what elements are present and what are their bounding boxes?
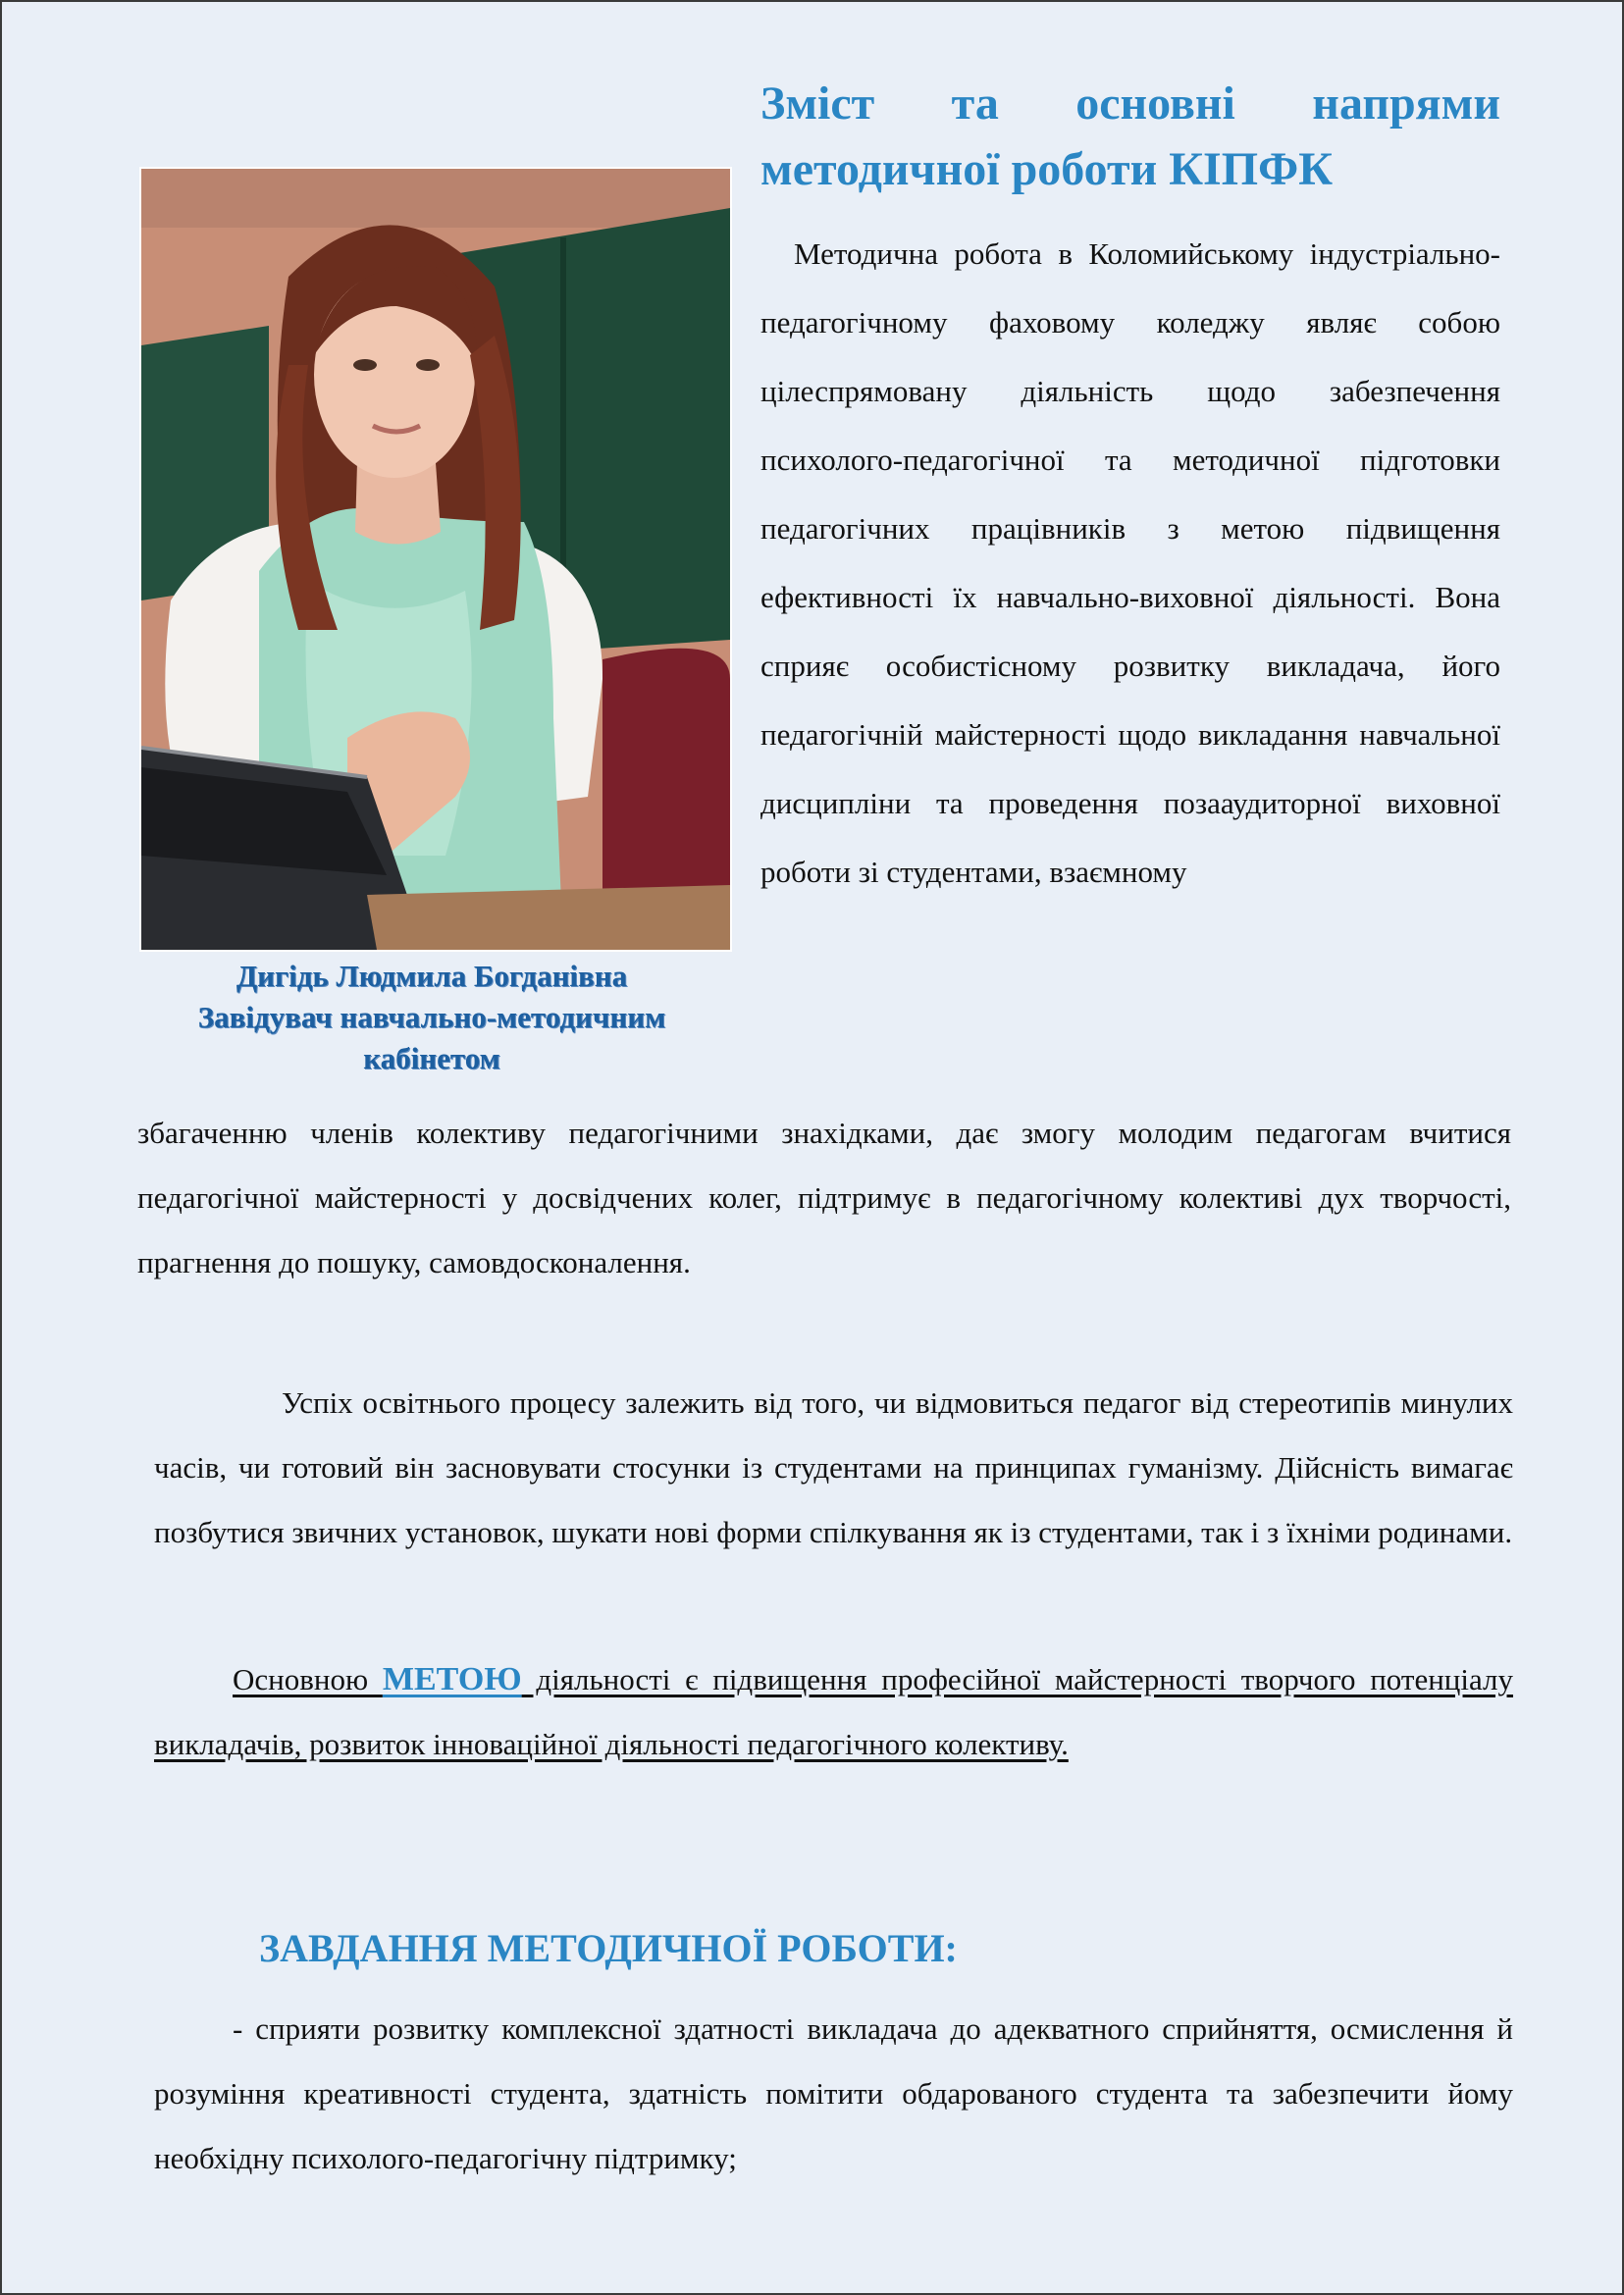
intro-paragraph: Методична робота в Коломийському індустріально-педагогічному фаховому коледжу являє собою цілеспрямовану діяльність щодо забезпечення психолого-педагогічної та методичної підготовки педагогічних працівників з метою підвищення ефективності їх навчально-виховної діяльності. Вона сприяє особистісному розвитку викладача, його педагогічній майстерності щодо викладання навчальної дисципліни та проведення позааудиторної виховної роботи зі студентами, взаємному <box>760 236 1500 889</box>
staff-name: Дигідь Людмила Богданівна <box>236 959 628 993</box>
photo-caption <box>128 956 736 1079</box>
success-paragraph: Успіх освітнього процесу залежить від того, чи відмовиться педагог від стереотипів минулих часів, чи готовий він засновувати стосунки із студентами на принципах гуманізму. Дійсність вимагає позбутися звичних установок, шукати нові форми спілкування як із студентами, так і з їхніми родинами. <box>154 1385 1513 1549</box>
staff-position-cont: кабінетом <box>363 1041 500 1075</box>
goal-prefix: Основною <box>233 1662 383 1696</box>
staff-position: Завідувач навчально-методичним <box>197 1000 666 1034</box>
goal-keyword: МЕТОЮ <box>382 1661 522 1697</box>
page-title: Зміст та основні напрями методичної роботи КІПФК <box>760 78 1500 196</box>
intro-continuation: збагаченню членів колективу педагогічними знахідками, дає змогу молодим педагогам вчитися педагогічної майстерності у досвідчених колег, підтримує в педагогічному колективі дух творчості, прагнення до пошуку, самовдосконалення. <box>137 1116 1511 1279</box>
goal-text: діяльності є підвищення професійної майстерності творчого потенціалу викладачів, розвиток інноваційної діяльності педагогічного колективу. <box>154 1662 1514 1761</box>
goal-paragraph <box>154 1647 1513 1777</box>
tasks-heading: ЗАВДАННЯ МЕТОДИЧНОЇ РОБОТИ: <box>259 1926 958 1970</box>
task-item: - сприяти розвитку комплексної здатності викладача до адекватного сприйняття, осмислення й розуміння креативності студента, здатність помітити обдарованого студента та забезпечити йому необхідну психолого-педагогічну підтримку; <box>154 2011 1513 2175</box>
staff-photo <box>139 167 732 952</box>
